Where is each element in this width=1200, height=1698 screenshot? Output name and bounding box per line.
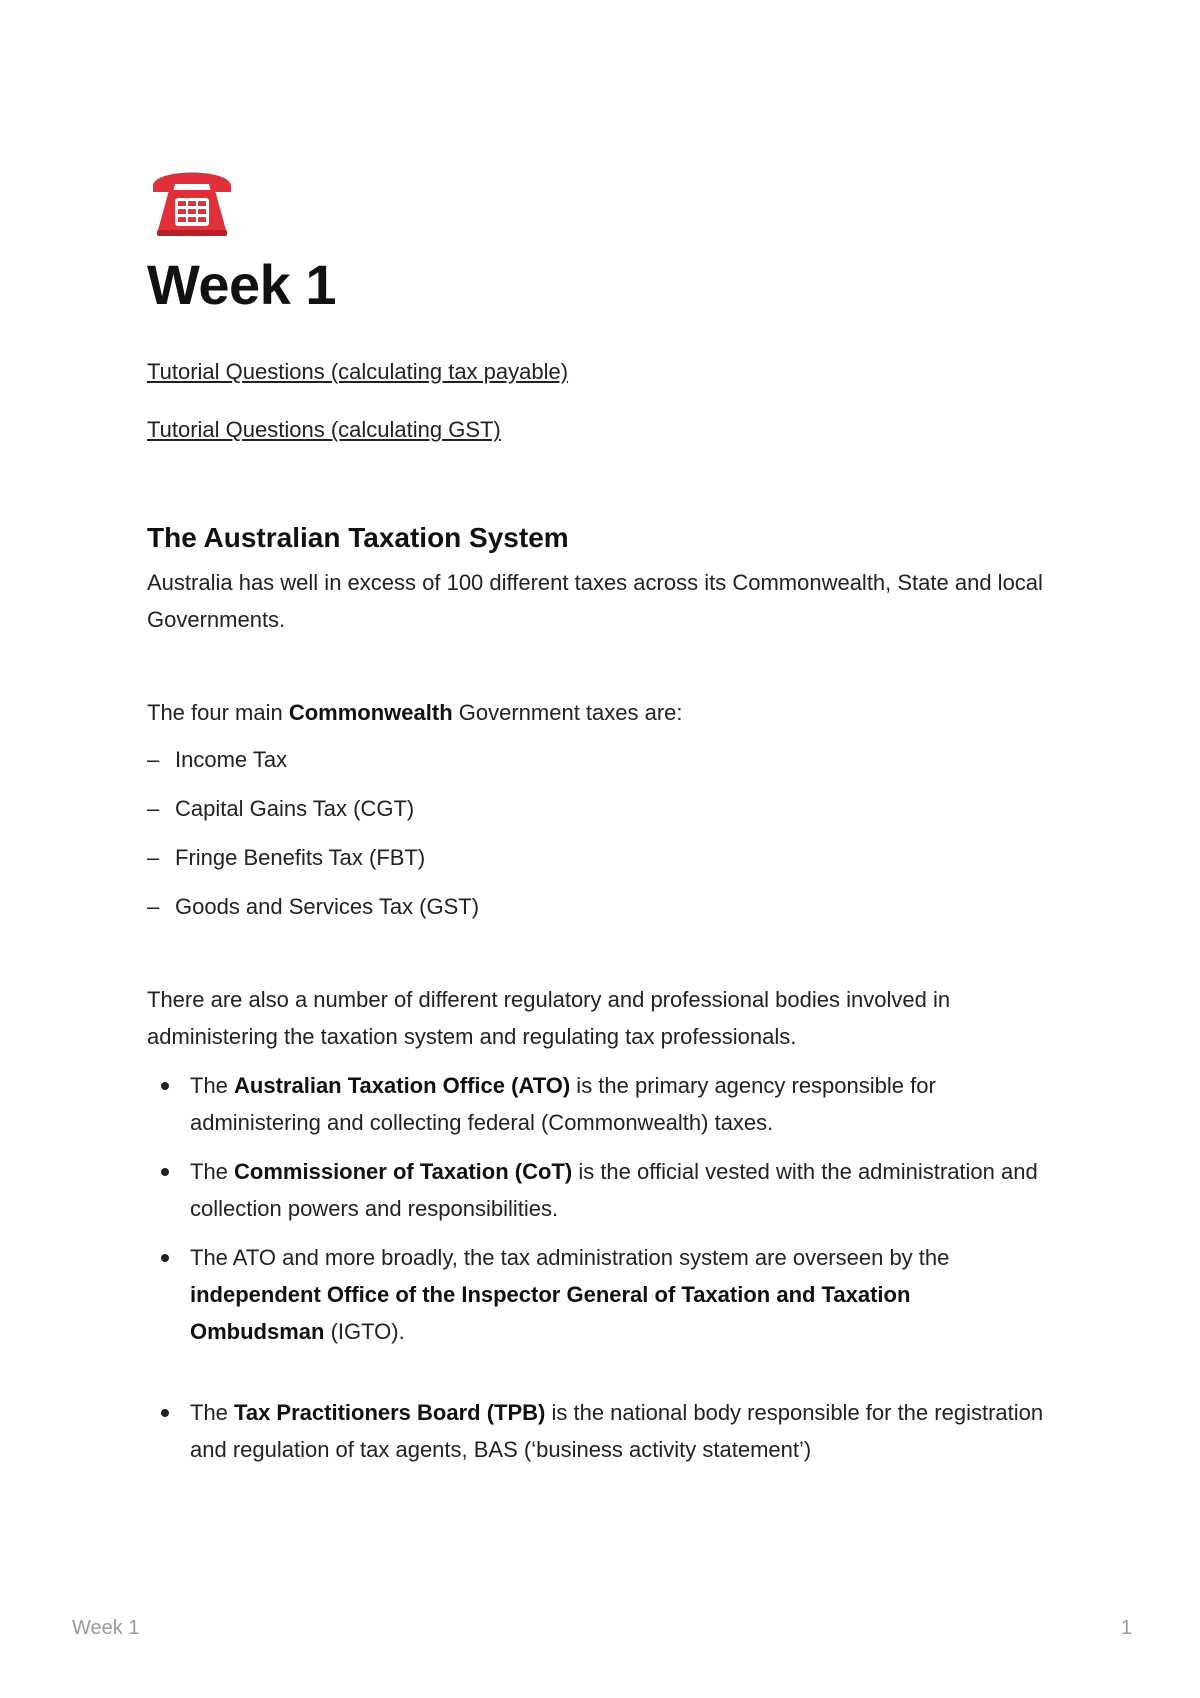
section-heading: The Australian Taxation System — [147, 521, 569, 553]
dash-marker: – — [147, 894, 160, 920]
list-item: – Income Tax — [147, 741, 1047, 778]
page-title: Week 1 — [147, 253, 336, 316]
list-item: The ATO and more broadly, the tax administration system are overseen by the independent Office of the Inspector General of Taxation and Taxation Ombudsman (IGTO). — [147, 1239, 1047, 1350]
list-item: The Australian Taxation Office (ATO) is the primary agency responsible for administering and collecting federal (Commonwealth) taxes. — [147, 1067, 1047, 1141]
footer-title: Week 1 — [72, 1617, 140, 1639]
list-item: The Tax Practitioners Board (TPB) is the national body responsible for the registration and regulation of tax agents, BAS (‘business activity statement’) — [147, 1394, 1047, 1468]
tutorial-gst-link[interactable]: Tutorial Questions (calculating GST) — [147, 417, 501, 443]
dash-marker: – — [147, 845, 160, 871]
page-number: 1 — [1120, 1617, 1132, 1639]
taxes-lead-paragraph: The four main Commonwealth Government taxes are: — [147, 700, 683, 726]
list-item: The Commissioner of Taxation (CoT) is the official vested with the administration and collection powers and responsibilities. — [147, 1153, 1047, 1227]
list-item: – Capital Gains Tax (CGT) — [147, 790, 1047, 827]
dash-marker: – — [147, 796, 160, 822]
bullet-icon — [161, 1254, 169, 1262]
dash-marker: – — [147, 747, 160, 773]
telephone-icon — [147, 160, 237, 240]
bodies-list — [147, 1067, 1047, 1468]
bodies-intro-paragraph: There are also a number of different regulatory and professional bodies involved in administering the taxation system and regulating tax professionals. — [147, 987, 951, 1050]
tutorial-tax-payable-link[interactable]: Tutorial Questions (calculating tax payable) — [147, 358, 569, 384]
intro-paragraph: Australia has well in excess of 100 different taxes across its Commonwealth, State and local Governments. — [147, 570, 1043, 633]
bullet-icon — [161, 1082, 169, 1090]
taxes-list — [147, 741, 1047, 925]
bullet-icon — [161, 1168, 169, 1176]
list-item: – Fringe Benefits Tax (FBT) — [147, 839, 1047, 876]
bullet-icon — [161, 1409, 169, 1417]
document-page — [147, 160, 1047, 1480]
list-item: – Goods and Services Tax (GST) — [147, 888, 1047, 925]
